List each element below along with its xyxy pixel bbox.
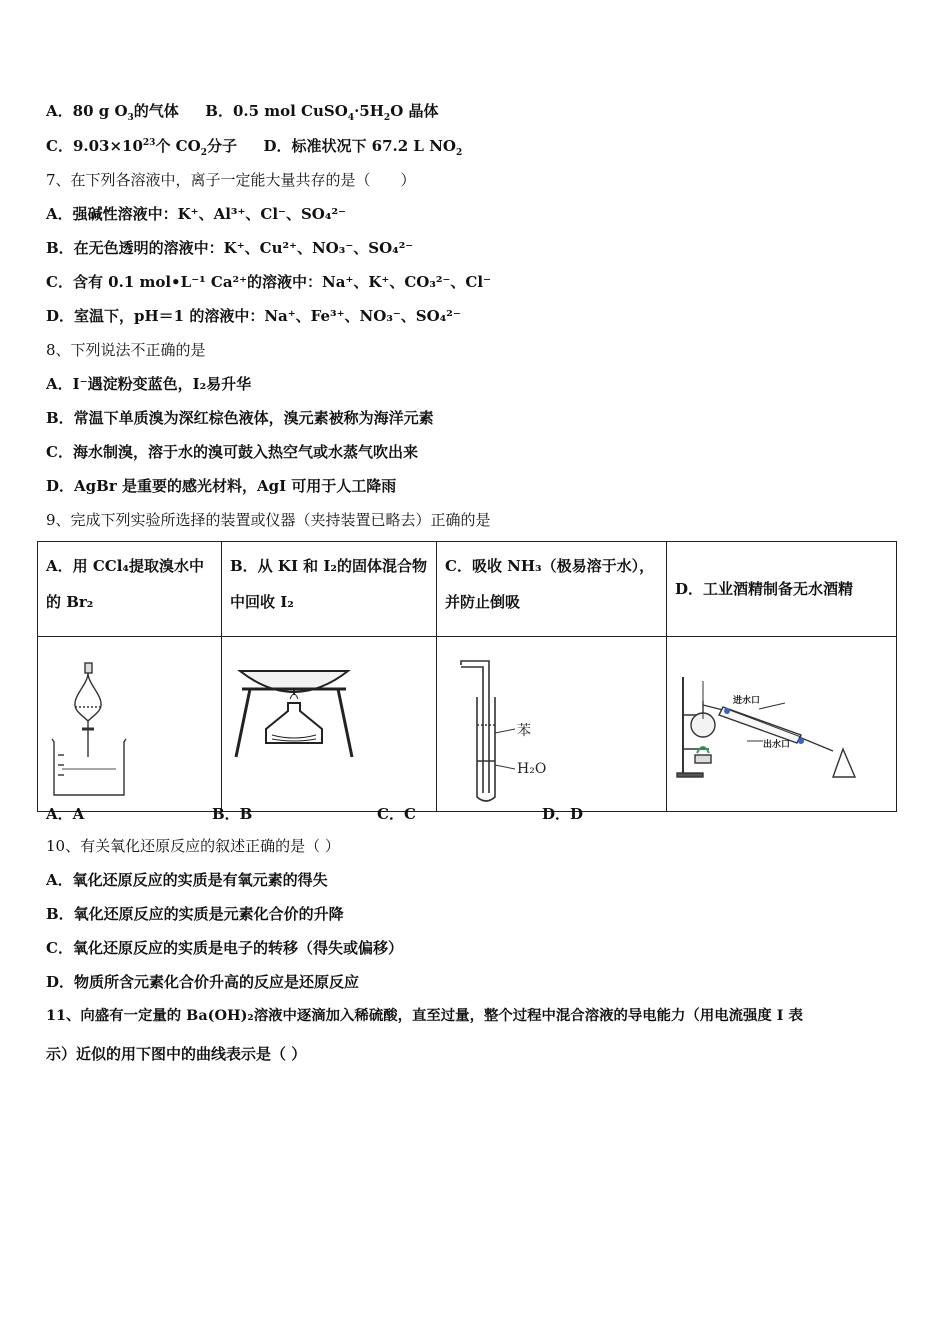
q8-stem: 8、下列说法不正确的是 — [46, 341, 206, 359]
q9-header-b: B．从 KI 和 I₂的固体混合物中回收 I₂ — [222, 542, 437, 637]
q10-stem: 10、有关氧化还原反应的叙述正确的是（ ） — [46, 837, 340, 855]
q6-line-cd — [46, 136, 462, 156]
q9-image-c — [437, 637, 667, 812]
gas-absorption-tube-icon — [437, 637, 665, 807]
q9-answer-d[interactable]: D．D — [542, 805, 584, 823]
q9-header-d: D．工业酒精制备无水酒精 — [667, 542, 897, 637]
q6-option-b[interactable]: B．0.5 mol $CuSO_4\cdot 5H_2O$ 晶体 — [205, 102, 439, 123]
distillation-apparatus-icon — [667, 637, 895, 807]
q10-option-b[interactable]: B．氧化还原反应的实质是元素化合价的升降 — [46, 905, 344, 923]
water-label: H₂O — [517, 761, 547, 777]
q9-stem: 9、完成下列实验所选择的装置或仪器（夹持装置已略去）正确的是 — [46, 511, 491, 529]
q9-image-a — [38, 637, 222, 812]
q10-option-d[interactable]: D．物质所含元素化合价升高的反应是还原反应 — [46, 973, 360, 991]
q10-option-c[interactable]: C．氧化还原反应的实质是电子的转移（得失或偏移） — [46, 939, 403, 957]
q6-line-ab — [46, 101, 438, 121]
water-outlet-label: 出水口 — [763, 740, 791, 750]
q9-image-b — [222, 637, 437, 812]
q9-header-a: A．用 CCl₄提取溴水中的 Br₂ — [38, 542, 222, 637]
q6-option-c[interactable]: C．$9.03\times 10^{23}$个 $CO_2$分子 — [46, 137, 237, 158]
sublimation-apparatus-icon — [222, 637, 435, 807]
q10-option-a[interactable]: A．氧化还原反应的实质是有氧元素的得失 — [46, 871, 328, 889]
q9-answer-b[interactable]: B．B — [212, 805, 253, 823]
q8-option-d[interactable]: D．AgBr 是重要的感光材料，AgI 可用于人工降雨 — [46, 477, 397, 495]
q6-option-d[interactable]: D．标准状况下 67.2 L $NO_2$ — [263, 137, 463, 158]
q9-answer-a[interactable]: A．A — [46, 805, 85, 823]
q9-header-c: C．吸收 NH₃（极易溶于水），并防止倒吸 — [437, 542, 667, 637]
q7-option-a[interactable]: A．强碱性溶液中：K⁺、Al³⁺、Cl⁻、SO₄²⁻ — [46, 205, 346, 223]
q7-option-d[interactable]: D．室温下，pH＝1 的溶液中：Na⁺、Fe³⁺、NO₃⁻、SO₄²⁻ — [46, 307, 461, 325]
q8-option-c[interactable]: C．海水制溴，溶于水的溴可鼓入热空气或水蒸气吹出来 — [46, 443, 418, 461]
q11-stem-line1: 11、向盛有一定量的 Ba(OH)₂溶液中逐滴加入稀硫酸，直至过量，整个过程中混合溶液的导电能力（用电流强度 I 表 — [46, 1007, 803, 1024]
q6-option-a[interactable]: A．80 g $O_3$的气体 — [46, 102, 179, 123]
separatory-funnel-icon — [38, 637, 220, 807]
q11-stem-line2: 示）近似的用下图中的曲线表示是（ ） — [46, 1045, 307, 1063]
benzene-label: 苯 — [517, 723, 531, 739]
q8-option-b[interactable]: B．常温下单质溴为深红棕色液体，溴元素被称为海洋元素 — [46, 409, 434, 427]
q8-option-a[interactable]: A．I⁻遇淀粉变蓝色，I₂易升华 — [46, 375, 252, 393]
q9-answer-c[interactable]: C．C — [377, 805, 416, 823]
q7-option-b[interactable]: B．在无色透明的溶液中：K⁺、Cu²⁺、NO₃⁻、SO₄²⁻ — [46, 239, 414, 257]
q7-stem: 7、在下列各溶液中，离子一定能大量共存的是（ ） — [46, 171, 416, 189]
q9-apparatus-table — [37, 541, 897, 812]
q9-image-d — [667, 637, 897, 812]
water-inlet-label: 进水口 — [733, 696, 761, 706]
q7-option-c[interactable]: C．含有 0.1 mol•L⁻¹ Ca²⁺的溶液中：Na⁺、K⁺、CO₃²⁻、Cl⁻ — [46, 273, 491, 291]
